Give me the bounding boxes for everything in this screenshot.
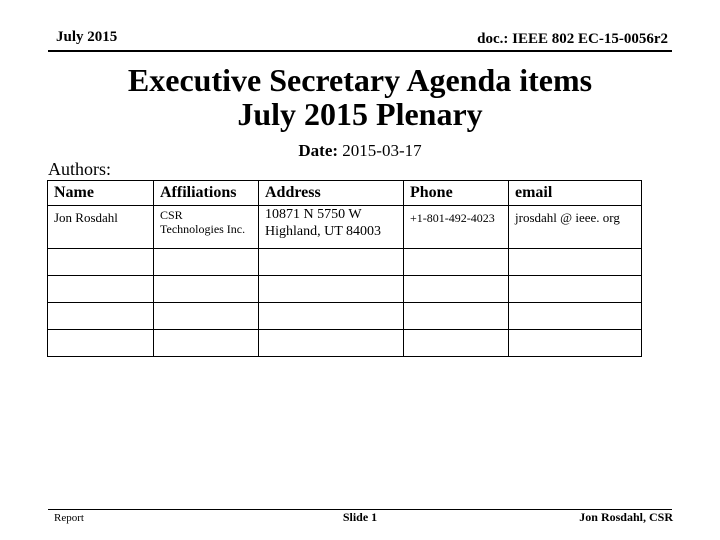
empty-cell <box>509 276 642 303</box>
empty-cell <box>404 276 509 303</box>
header-doc-id: doc.: IEEE 802 EC-15-0056r2 <box>477 31 668 47</box>
authors-table <box>47 180 642 357</box>
address-line-1: 10871 N 5750 W <box>265 207 362 222</box>
date-value: 2015-03-17 <box>342 141 422 160</box>
col-header-email: email <box>509 181 642 206</box>
empty-cell <box>509 303 642 330</box>
cell-address <box>259 206 404 249</box>
table-row <box>48 276 642 303</box>
empty-cell <box>404 303 509 330</box>
date-label: Date: <box>298 141 339 160</box>
col-header-address: Address <box>259 181 404 206</box>
affiliation-line-1: CSR <box>160 208 183 222</box>
empty-cell <box>404 249 509 276</box>
authors-label: Authors: <box>48 159 111 179</box>
footer-author: Jon Rosdahl, CSR <box>579 510 673 524</box>
cell-affiliation <box>154 206 259 249</box>
col-header-phone: Phone <box>404 181 509 206</box>
empty-cell <box>154 276 259 303</box>
empty-cell <box>509 249 642 276</box>
footer-left: Report <box>54 512 84 524</box>
table-row <box>48 330 642 357</box>
header-divider <box>48 50 672 52</box>
empty-cell <box>48 303 154 330</box>
empty-cell <box>154 303 259 330</box>
empty-cell <box>154 249 259 276</box>
empty-cell <box>259 249 404 276</box>
title-line-2: July 2015 Plenary <box>237 96 483 132</box>
empty-cell <box>259 330 404 357</box>
empty-cell <box>509 330 642 357</box>
empty-cell <box>48 276 154 303</box>
empty-cell <box>259 276 404 303</box>
empty-cell <box>48 330 154 357</box>
table-row <box>48 206 642 249</box>
empty-cell <box>48 249 154 276</box>
empty-cell <box>154 330 259 357</box>
cell-email: jrosdahl @ ieee. org <box>509 206 642 249</box>
empty-cell <box>259 303 404 330</box>
slide-title <box>0 63 720 131</box>
header-date: July 2015 <box>56 29 118 45</box>
cell-phone: +1-801-492-4023 <box>404 206 509 249</box>
table-header-row <box>48 181 642 206</box>
slide-number: Slide 1 <box>342 510 378 524</box>
date-line <box>0 141 720 161</box>
title-line-1: Executive Secretary Agenda items <box>127 62 593 98</box>
cell-name: Jon Rosdahl <box>48 206 154 249</box>
col-header-affiliations: Affiliations <box>154 181 259 206</box>
address-line-2: Highland, UT 84003 <box>265 224 382 239</box>
col-header-name: Name <box>48 181 154 206</box>
table-row <box>48 249 642 276</box>
affiliation-line-2: Technologies Inc. <box>160 222 246 236</box>
empty-cell <box>404 330 509 357</box>
table-row <box>48 303 642 330</box>
